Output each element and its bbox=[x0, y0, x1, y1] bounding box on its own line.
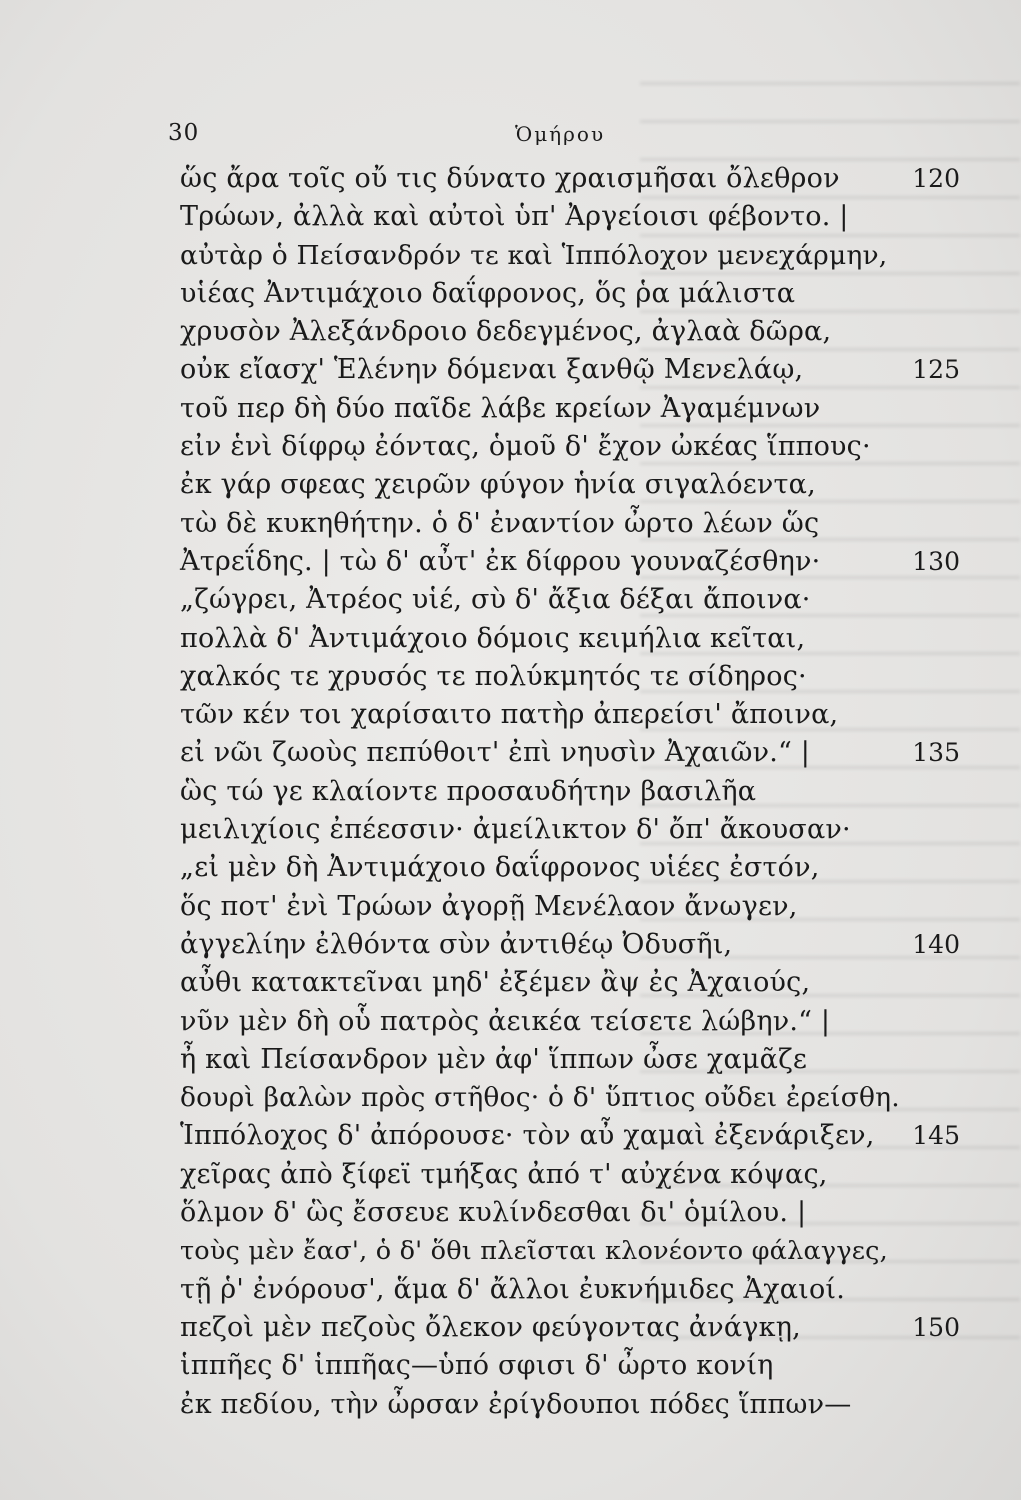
verse-text: „ζώγρει, Ἀτρέος υἱέ, σὺ δ' ἄξια δέξαι ἄποινα· bbox=[180, 584, 811, 616]
verse-text: τοὺς μὲν ἔασ', ὁ δ' ὅθι πλεῖσται κλονέοντο φάλαγγες, bbox=[180, 1236, 888, 1267]
verse-line bbox=[0, 849, 1021, 887]
line-number: 125 bbox=[912, 355, 960, 385]
verse-line bbox=[0, 1117, 1021, 1155]
verse-text: μειλιχίοις ἐπέεσσιν· ἀμείλικτον δ' ὄπ' ἄκουσαν· bbox=[180, 814, 851, 846]
verse-text: δουρὶ βαλὼν πρὸς στῆθος· ὁ δ' ὕπτιος οὔδει ἐρείσθη. bbox=[180, 1082, 900, 1114]
verse-text: ὅς ποτ' ἐνὶ Τρώων ἀγορῇ Μενέλαον ἄνωγεν, bbox=[180, 890, 798, 922]
verse-line bbox=[0, 1232, 1021, 1270]
verse-line bbox=[0, 964, 1021, 1002]
verse-text: Ἱππόλοχος δ' ἀπόρουσε· τὸν αὖ χαμαὶ ἐξενάριξεν, bbox=[180, 1120, 875, 1152]
verse-text: ὥς ἄρα τοῖς οὔ τις δύνατο χραισμῆσαι ὄλεθρον bbox=[180, 163, 840, 194]
verse-line bbox=[0, 620, 1021, 658]
verse-line bbox=[0, 926, 1021, 964]
verse-line bbox=[0, 734, 1021, 772]
verse-line bbox=[0, 466, 1021, 504]
verse-line bbox=[0, 351, 1021, 389]
verse-line bbox=[0, 1156, 1021, 1194]
verse-line bbox=[0, 1079, 1021, 1117]
verse-text: οὐκ εἴασχ' Ἑλένην δόμεναι ξανθῷ Μενελάῳ, bbox=[180, 354, 804, 386]
verse-text: ὅλμον δ' ὣς ἔσσευε κυλίνδεσθαι δι' ὁμίλου. | bbox=[180, 1197, 807, 1229]
verse-text: πεζοὶ μὲν πεζοὺς ὄλεκον φεύγοντας ἀνάγκῃ, bbox=[180, 1311, 801, 1343]
verse-line bbox=[0, 1271, 1021, 1309]
verse-line bbox=[0, 1194, 1021, 1232]
page-number: 30 bbox=[168, 120, 200, 146]
verse-text: τῶν κέν τοι χαρίσαιτο πατὴρ ἀπερείσι' ἄποινα, bbox=[180, 699, 839, 731]
verse-line bbox=[0, 888, 1021, 926]
verse-text: τῇ ῥ' ἐνόρουσ', ἅμα δ' ἄλλοι ἐυκνήμιδες Ἀχαιοί. bbox=[180, 1273, 845, 1305]
verse-line bbox=[0, 390, 1021, 428]
verse-line bbox=[0, 543, 1021, 581]
line-number: 120 bbox=[912, 164, 960, 193]
verse-text: τὼ δὲ κυκηθήτην. ὁ δ' ἐναντίον ὦρτο λέων ὥς bbox=[180, 507, 820, 539]
verse-line bbox=[0, 1041, 1021, 1079]
verse-text: Ἀτρεΐδης. | τὼ δ' αὖτ' ἐκ δίφρου γουναζέσθην· bbox=[180, 545, 821, 577]
verse-text: ἐκ γάρ σφεας χειρῶν φύγον ἡνία σιγαλόεντα, bbox=[180, 469, 816, 501]
verse-line bbox=[0, 198, 1021, 236]
verse-text: αὖθι κατακτεῖναι μηδ' ἐξέμεν ἂψ ἐς Ἀχαιούς, bbox=[180, 967, 811, 999]
verse-text: πολλὰ δ' Ἀντιμάχοιο δόμοις κειμήλια κεῖται, bbox=[180, 622, 806, 654]
page-header bbox=[0, 120, 1021, 160]
line-number: 145 bbox=[912, 1121, 960, 1151]
line-number: 140 bbox=[912, 929, 960, 959]
verse-line bbox=[0, 1386, 1021, 1424]
verse-line bbox=[0, 811, 1021, 849]
verse-text: „εἰ μὲν δὴ Ἀντιμάχοιο δαΐφρονος υἱέες ἐστόν, bbox=[180, 852, 820, 884]
verse-line bbox=[0, 1003, 1021, 1041]
verse-line bbox=[0, 1309, 1021, 1347]
verse-text: ὣς τώ γε κλαίοντε προσαυδήτην βασιλῆα bbox=[180, 775, 757, 807]
line-number: 130 bbox=[912, 546, 960, 576]
verse-line bbox=[0, 505, 1021, 543]
verse-text: χαλκός τε χρυσός τε πολύκμητός τε σίδηρος· bbox=[180, 660, 807, 692]
verse-line bbox=[0, 773, 1021, 811]
verse-text: ἐκ πεδίου, τὴν ὦρσαν ἐρίγδουποι πόδες ἵππων— bbox=[180, 1388, 852, 1420]
verse-text: τοῦ περ δὴ δύο παῖδε λάβε κρείων Ἀγαμέμνων bbox=[180, 392, 821, 424]
line-number: 150 bbox=[912, 1312, 960, 1342]
verse-line bbox=[0, 275, 1021, 313]
verse-text: ἦ καὶ Πείσανδρον μὲν ἀφ' ἵππων ὦσε χαμᾶζε bbox=[180, 1043, 808, 1075]
verse-text: νῦν μὲν δὴ οὗ πατρὸς ἀεικέα τείσετε λώβην.“ | bbox=[180, 1005, 831, 1037]
verse-line bbox=[0, 160, 1021, 198]
verse-text: υἱέας Ἀντιμάχοιο δαΐφρονος, ὅς ῥα μάλιστα bbox=[180, 277, 796, 309]
verse-text: εἰ νῶι ζωοὺς πεπύθοιτ' ἐπὶ νηυσὶν Ἀχαιῶν.“ | bbox=[180, 737, 811, 769]
line-number: 135 bbox=[912, 738, 960, 768]
verse-text: εἰν ἑνὶ δίφρῳ ἐόντας, ὁμοῦ δ' ἔχον ὠκέας ἵππους· bbox=[180, 431, 871, 463]
verse-text: ἀγγελίην ἐλθόντα σὺν ἀντιθέῳ Ὀδυσῆι, bbox=[180, 928, 733, 960]
verse-line bbox=[0, 658, 1021, 696]
verse-line bbox=[0, 1347, 1021, 1385]
verse-line bbox=[0, 237, 1021, 275]
verse-line bbox=[0, 428, 1021, 466]
verse-text: Τρώων, ἀλλὰ καὶ αὐτοὶ ὑπ' Ἀργείοισι φέβοντο. | bbox=[180, 201, 849, 233]
running-head: Ὁμήρου bbox=[515, 122, 606, 146]
verse-block bbox=[0, 160, 1021, 1424]
verse-text: ἱππῆες δ' ἱππῆας—ὑπό σφισι δ' ὦρτο κονίη bbox=[180, 1350, 774, 1382]
verse-line bbox=[0, 581, 1021, 619]
verse-text: χεῖρας ἀπὸ ξίφεϊ τμήξας ἀπό τ' αὐχένα κόψας, bbox=[180, 1158, 828, 1190]
verse-line bbox=[0, 313, 1021, 351]
verse-text: χρυσὸν Ἀλεξάνδροιο δεδεγμένος, ἀγλαὰ δῶρα, bbox=[180, 316, 832, 348]
verse-line bbox=[0, 696, 1021, 734]
verse-text: αὐτὰρ ὁ Πείσανδρόν τε καὶ Ἱππόλοχον μενεχάρμην, bbox=[180, 239, 888, 271]
